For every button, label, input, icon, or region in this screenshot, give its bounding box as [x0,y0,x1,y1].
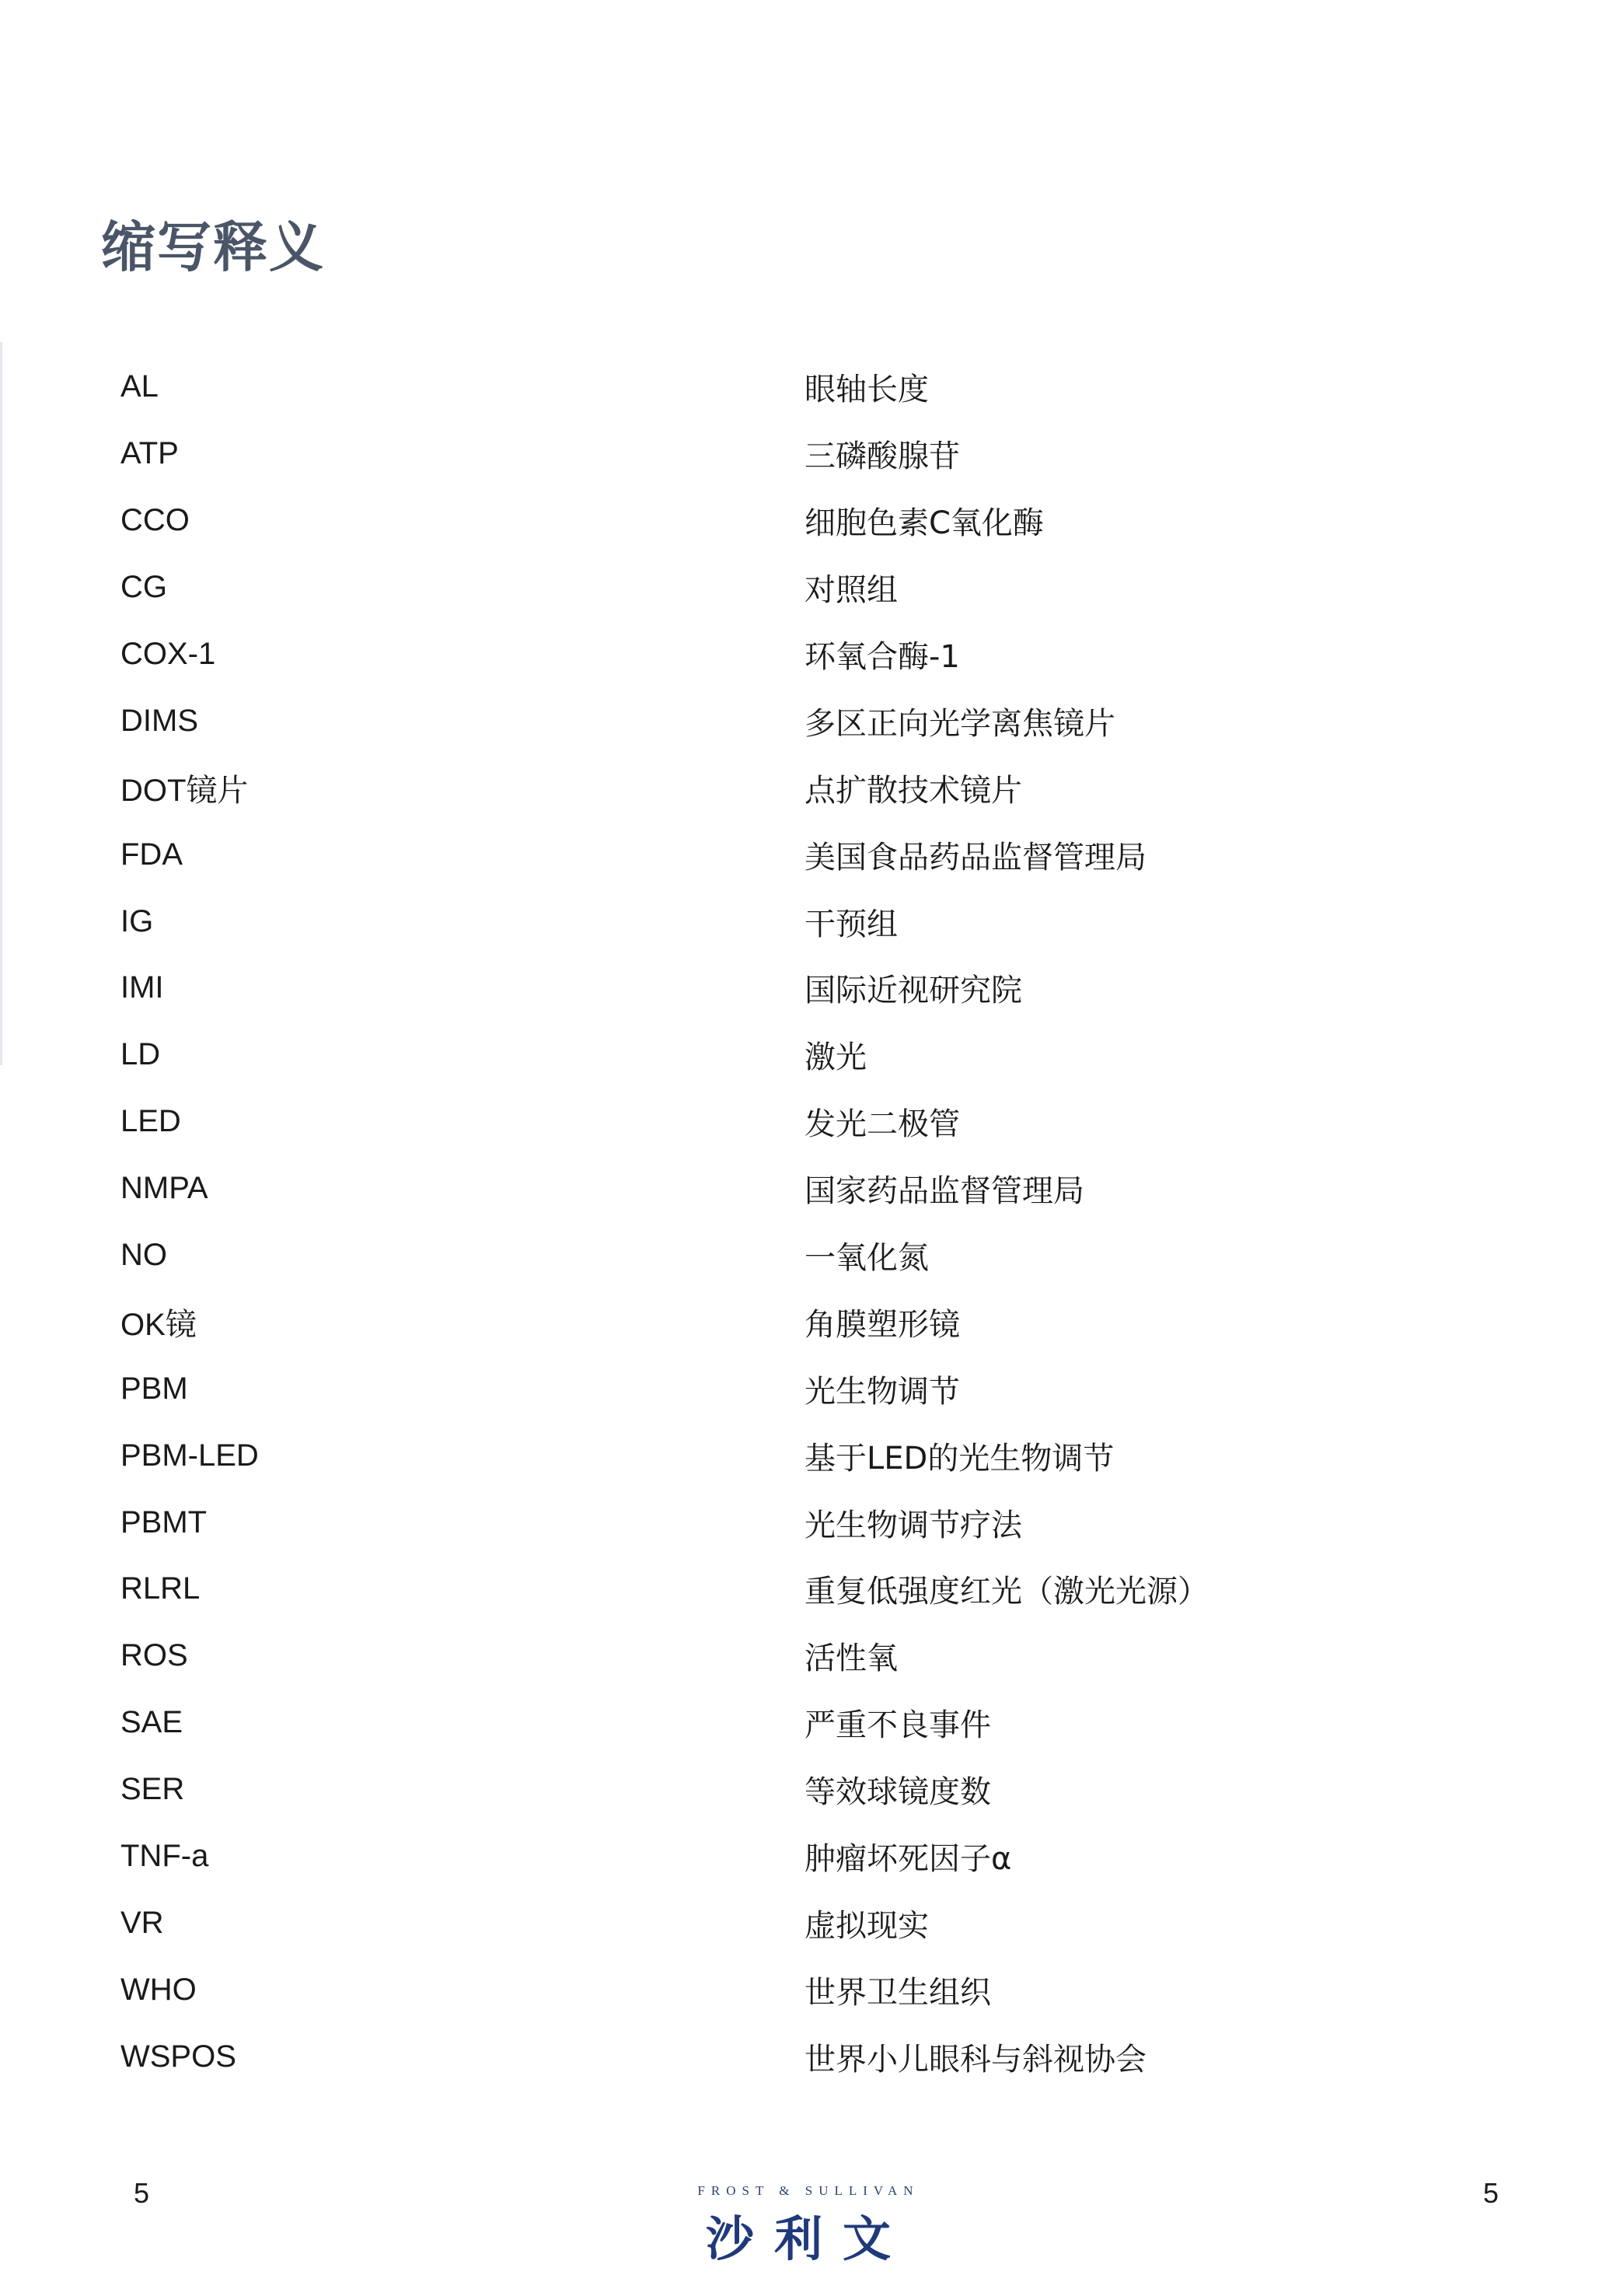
abbreviation-term: PBM-LED [120,1438,259,1473]
list-item [120,421,1520,488]
abbreviation-definition: 点扩散技术镜片 [805,772,1022,809]
abbreviation-term: RLRL [120,1571,201,1606]
page-number-left: 5 [134,2177,150,2209]
abbreviation-term: PBMT [120,1504,208,1539]
abbreviation-definition: 一氧化氮 [805,1240,929,1277]
abbreviation-term: AL [120,369,159,404]
page-number-right: 5 [1483,2177,1499,2209]
abbreviation-definition: 等效球镜度数 [805,1774,991,1811]
list-item [120,621,1520,688]
abbreviation-term: NMPA [120,1171,208,1206]
abbreviation-definition: 活性氧 [805,1641,898,1677]
list-item [120,1556,1520,1623]
abbreviation-definition: 眼轴长度 [805,372,929,408]
page-title: 缩写释义 [101,215,325,279]
list-item [120,1089,1520,1155]
abbreviation-term: FDA [120,837,183,872]
abbreviation-term: PBM [120,1371,188,1406]
abbreviation-term: OK镜 [120,1307,197,1342]
list-item [120,1355,1520,1422]
list-item [120,1222,1520,1289]
abbreviation-definition: 基于LED的光生物调节 [805,1440,1115,1476]
list-item [120,488,1520,554]
abbreviation-term: ROS [120,1638,188,1673]
abbreviation-term: IMI [120,970,164,1005]
abbreviation-definition: 国家药品监督管理局 [805,1173,1084,1210]
abbreviation-definition: 国际近视研究院 [805,973,1022,1009]
abbreviation-term: CG [120,570,167,605]
left-edge-mark [0,342,2,1065]
abbreviation-definition: 多区正向光学离焦镜片 [805,705,1115,742]
abbreviation-term: WHO [120,1972,197,2007]
abbreviation-definition: 细胞色素C氧化酶 [805,505,1044,542]
abbreviation-definition: 干预组 [805,906,898,942]
list-item [120,1823,1520,1890]
list-item [120,1022,1520,1089]
abbreviation-term: TNF-a [120,1839,209,1874]
abbreviation-term: SAE [120,1705,183,1740]
list-item [120,1690,1520,1756]
abbreviation-definition: 严重不良事件 [805,1707,991,1744]
list-item [120,1155,1520,1222]
abbreviation-definition: 美国食品药品监督管理局 [805,839,1147,875]
frost-sullivan-logo [676,2183,941,2270]
abbreviation-definition: 三磷酸腺苷 [805,439,960,475]
abbreviation-term: WSPOS [120,2039,236,2074]
logo-chinese-text: 沙利文 [705,2210,911,2267]
abbreviation-term: DIMS [120,703,198,738]
abbreviation-definition: 重复低强度红光（激光光源） [805,1574,1209,1610]
abbreviation-definition: 角膜塑形镜 [805,1306,960,1343]
abbreviation-term: DOT镜片 [120,773,249,808]
list-item [120,888,1520,955]
abbreviation-definition: 世界小儿眼科与斜视协会 [805,2041,1147,2078]
abbreviation-term: NO [120,1238,167,1273]
list-item [120,1956,1520,2023]
abbreviation-definition: 肿瘤坏死因子α [805,1841,1012,1878]
list-item [120,2023,1520,2090]
abbreviation-term: ATP [120,436,179,471]
list-item [120,687,1520,754]
list-item [120,554,1520,621]
list-item [120,754,1520,821]
list-item [120,354,1520,421]
list-item [120,1889,1520,1956]
list-item [120,955,1520,1022]
abbreviation-term: CCO [120,503,190,538]
abbreviation-definition: 环氧合酶-1 [805,639,960,675]
abbreviation-list [120,354,1520,2090]
list-item [120,1422,1520,1489]
list-item [120,1288,1520,1355]
abbreviation-definition: 发光二极管 [805,1106,960,1143]
list-item [120,1623,1520,1690]
abbreviation-definition: 激光 [805,1040,867,1076]
abbreviation-term: COX-1 [120,637,216,671]
abbreviation-definition: 光生物调节疗法 [805,1507,1022,1543]
abbreviation-term: VR [120,1905,164,1940]
abbreviation-term: SER [120,1772,185,1807]
abbreviation-term: LED [120,1104,181,1139]
logo-english-text: FROST & SULLIVAN [697,2183,920,2198]
abbreviation-term: LD [120,1037,161,1072]
list-item [120,821,1520,888]
abbreviation-term: IG [120,903,154,938]
abbreviation-definition: 虚拟现实 [805,1907,929,1944]
list-item [120,1756,1520,1823]
abbreviation-definition: 光生物调节 [805,1373,960,1410]
abbreviation-definition: 世界卫生组织 [805,1974,991,2011]
abbreviation-definition: 对照组 [805,572,898,609]
list-item [120,1489,1520,1556]
